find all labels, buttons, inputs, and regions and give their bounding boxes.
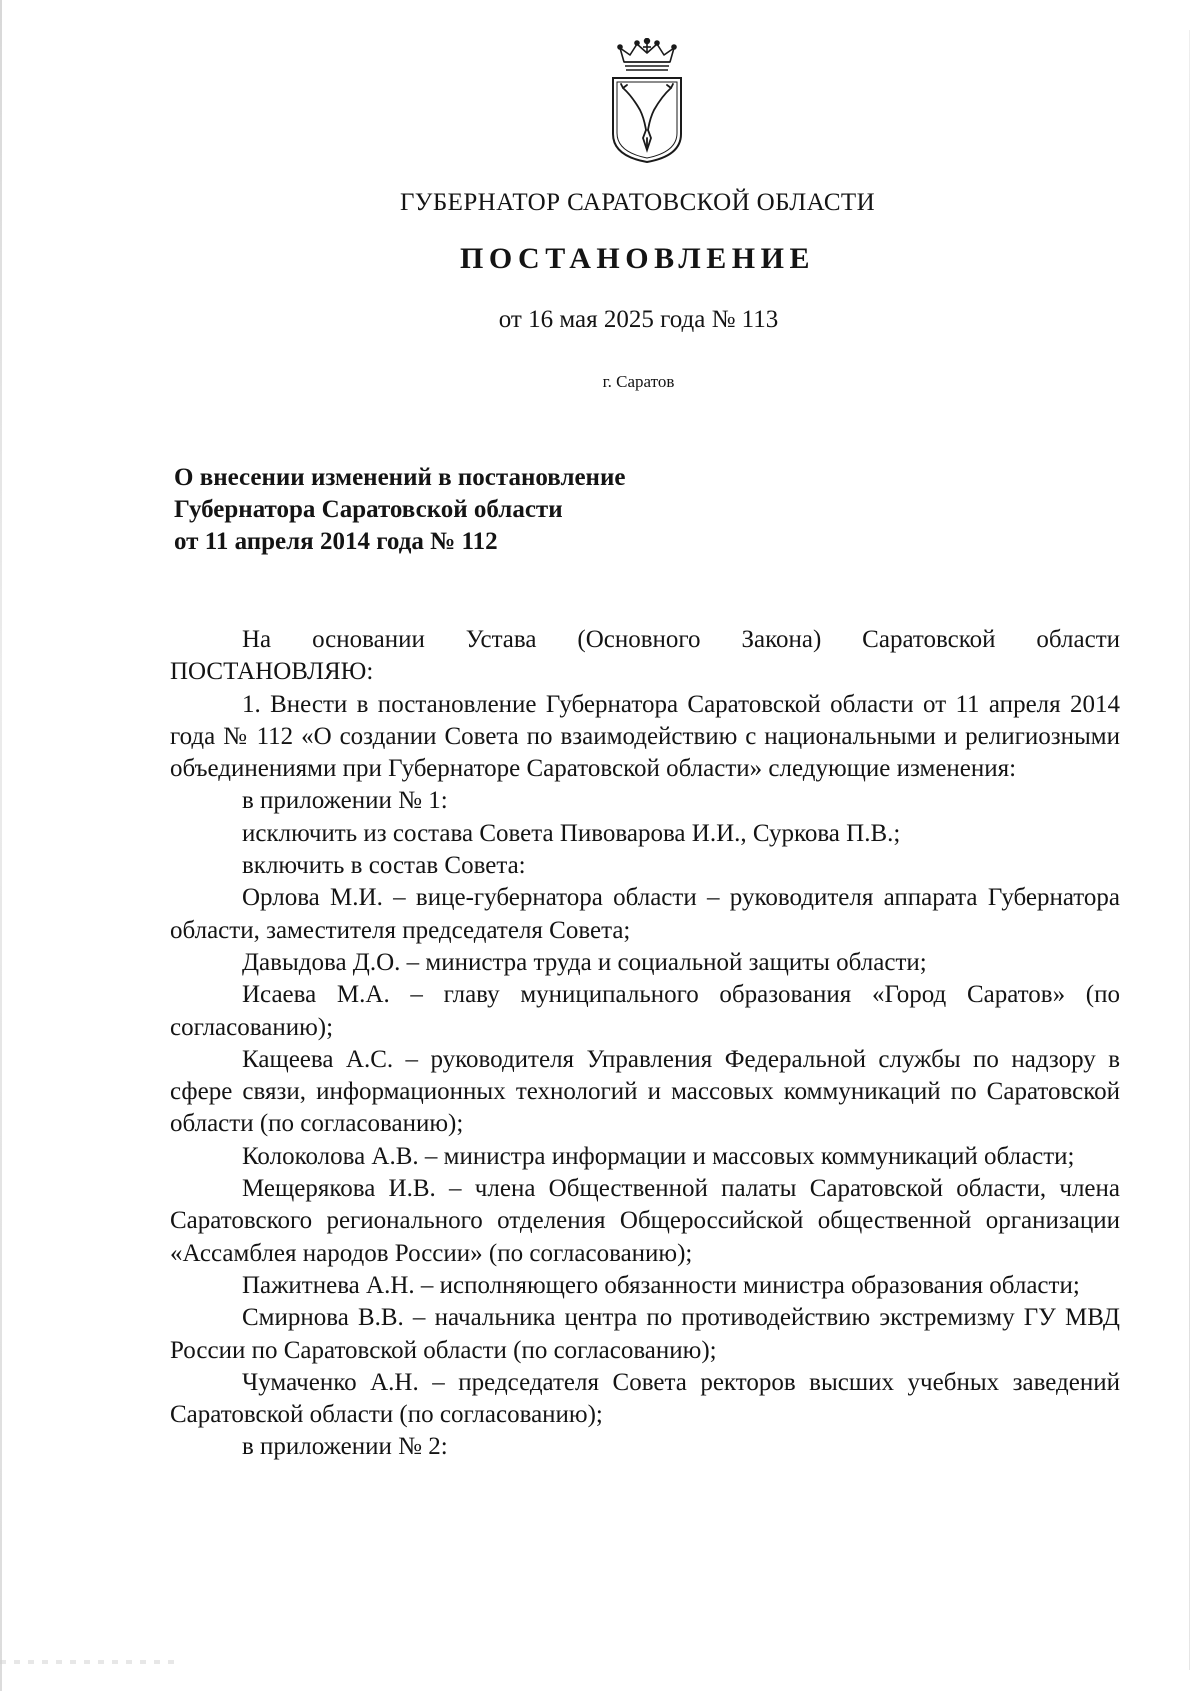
document-city: г. Саратов (602, 372, 675, 391)
document-subject (174, 462, 625, 558)
body-paragraph: в приложении № 2: (242, 1433, 448, 1461)
body-paragraph: На основании Устава (Основного Закона) Саратовской области ПОСТАНОВЛЯЮ: (170, 626, 1120, 686)
issuing-authority: ГУБЕРНАТОР САРАТОВСКОЙ ОБЛАСТИ (399, 189, 876, 216)
document-date-number: от 16 мая 2025 года № 113 (498, 306, 779, 333)
body-paragraph: в приложении № 1: (242, 787, 448, 815)
document-body (170, 624, 1120, 1464)
body-paragraph: Чумаченко А.Н. – председателя Совета ректоров высших учебных заведений Саратовской области (по согласованию); (170, 1368, 1120, 1429)
body-paragraph: Колоколова А.В. – министра информации и массовых коммуникаций области; (242, 1142, 1075, 1170)
scan-edge-right (1189, 30, 1190, 1670)
subject-line: Губернатора Саратовской области (174, 496, 563, 523)
body-paragraph: Давыдова Д.О. – министра труда и социальной защиты области; (242, 948, 927, 976)
subject-line: от 11 апреля 2014 года № 112 (174, 528, 498, 555)
body-paragraph: 1. Внести в постановление Губернатора Саратовской области от 11 апреля 2014 года № 112 «О создании Совета по взаимодействию с национальными и религиозными объединениями при Губернаторе Саратовской области» следующие изменения: (170, 690, 1120, 783)
subject-line: О внесении изменений в постановление (174, 464, 626, 491)
body-paragraph: Кащеева А.С. – руководителя Управления Федеральной службы по надзору в сфере связи, информационных технологий и массовых коммуникаций по Саратовской области (по согласованию); (170, 1045, 1120, 1138)
body-paragraph: Пажитнева А.Н. – исполняющего обязанности министра образования области; (242, 1271, 1080, 1299)
scan-artifact (0, 1660, 180, 1664)
body-paragraph: включить в состав Совета: (242, 852, 526, 880)
body-paragraph: Смирнова В.В. – начальника центра по противодействию экстремизму ГУ МВД России по Саратовской области (по согласованию); (170, 1304, 1120, 1364)
coat-of-arms-icon (610, 38, 684, 164)
document-type-title: ПОСТАНОВЛЕНИЕ (460, 242, 815, 275)
body-paragraph: Мещерякова И.В. – члена Общественной палаты Саратовской области, члена Саратовского регионального отделения Общероссийской общественной организации «Ассамблея народов России» (по согласованию); (170, 1175, 1120, 1267)
body-paragraph: исключить из состава Совета Пивоварова И.И., Суркова П.В.; (242, 819, 901, 847)
body-paragraph: Орлова М.И. – вице-губернатора области – руководителя аппарата Губернатора области, заместителя председателя Совета; (170, 884, 1120, 944)
body-paragraph: Исаева М.А. – главу муниципального образования «Город Саратов» (по согласованию); (170, 981, 1120, 1041)
